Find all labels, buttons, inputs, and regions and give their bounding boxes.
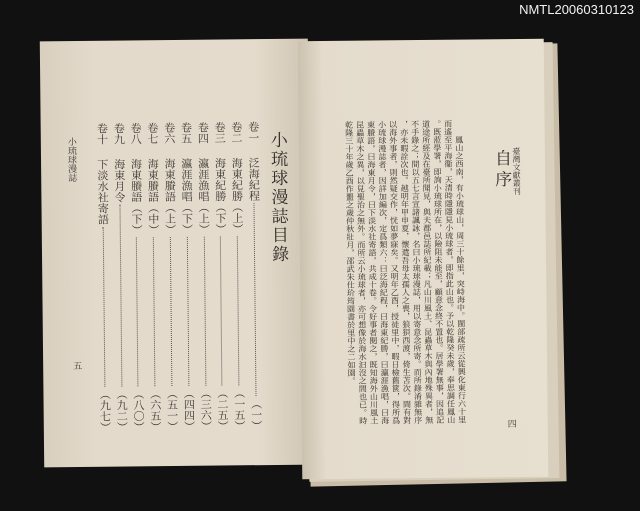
toc-entry: [230, 121, 246, 431]
toc-page-number: （六五）: [148, 388, 163, 433]
preface-text: [345, 120, 467, 461]
page-number-left: 五: [71, 360, 82, 371]
toc-page-number: （四四）: [182, 387, 196, 432]
leader-dots: [103, 227, 106, 387]
toc-entry-title: 海東賸語（中）: [146, 158, 160, 236]
toc-volume: 卷八: [129, 122, 143, 145]
toc-entry: [112, 123, 128, 433]
series-title: 臺灣文獻叢刊: [511, 146, 522, 196]
toc-title: 小琉球漫誌目錄: [266, 130, 289, 265]
toc-volume: 卷九: [112, 122, 126, 145]
toc-entry-title: 海東紀勝（下）: [213, 157, 228, 235]
toc-page-number: （九七）: [98, 388, 112, 433]
leader-dots: [253, 203, 256, 396]
toc-entry: [163, 122, 179, 432]
leader-dots: [136, 237, 139, 386]
toc-entry-title: 海東賸語（下）: [129, 158, 144, 236]
preface-title: 自序: [490, 149, 512, 192]
text-column: 不手錄之；間以五七言宣諸諷詠，名曰小琉球漫誌，用以寄意念所寄。而所錄淆雜無序: [410, 120, 423, 425]
text-column: 而遙至平海衞，天清時隱隱見小琉球者，即指此山也。予以乾隆癸未歲，奉思調任鳳山: [443, 119, 456, 424]
toc-volume: 卷一: [246, 121, 260, 144]
toc-entry-title: 海東紀勝（上）: [230, 157, 244, 235]
toc-volume: 卷二: [229, 121, 244, 144]
toc-entry-title: 瀛涯漁唱（上）: [196, 157, 211, 235]
leader-dots: [237, 236, 240, 385]
leader-dots: [153, 237, 156, 386]
toc-volume: 卷三: [213, 121, 227, 144]
leader-dots: [187, 237, 190, 386]
toc-entry-title: 泛海紀程: [247, 157, 261, 202]
toc-volume: 卷十: [95, 122, 109, 145]
toc-entry-title: 海東賸語（上）: [163, 157, 177, 236]
toc-volume: 卷五: [179, 121, 193, 144]
text-column: 乾隆三十年歲乙酉作噩之歲仲秋壯月，邵武朱仕玠筠園書於里中之二如園。: [344, 120, 357, 385]
toc-entry: [146, 122, 162, 432]
toc-page-number: （三六）: [199, 387, 213, 432]
catalog-id-label: NMTL20060310123: [519, 2, 634, 17]
text-column: 昆蟲草木之異，以見聖治之無外。而所云小琉球者，亦可想像於海水汩沒之間也已。時: [355, 120, 368, 425]
text-column: 。既蒞學署，即詢小琉球所在，以險阻未能至，顧意念終不置也。居學署無事，因追記: [432, 119, 445, 424]
toc-page-number: （一五）: [232, 387, 247, 432]
toc-volume: 卷四: [196, 121, 210, 144]
toc-entry-title: 瀛涯漁唱（下）: [179, 157, 194, 235]
text-column: 以海外事者，則然疑交作，恍如夢寐矣。又明年乙酉，授徒里中，暇日檢舊篋，得所爲: [388, 120, 401, 425]
toc-entry: [196, 122, 212, 432]
leader-dots: [170, 237, 173, 386]
toc-page-number: （五一）: [165, 387, 179, 433]
leader-dots: [203, 237, 206, 386]
running-title: 小琉球漫誌: [65, 137, 77, 183]
toc-page-number: （九二）: [115, 388, 129, 433]
leader-dots: [220, 237, 223, 386]
toc-page-number: （二五）: [215, 387, 230, 432]
right-page: [298, 39, 549, 480]
toc-entry: [95, 123, 111, 433]
toc-entry-title: 海東月令: [112, 158, 127, 203]
toc-entry: [213, 121, 229, 431]
leader-dots: [119, 205, 122, 387]
toc-entry-title: 下淡水社寄語: [95, 158, 110, 225]
toc-page-number: （一）: [249, 398, 263, 432]
toc-entry: [247, 121, 263, 431]
page-number-right: 四: [505, 419, 516, 429]
text-column: 東賸語，曰海東月令，曰下淡水社寄語，共成十卷。令好事者閱之，既知海外山川風土: [366, 120, 379, 425]
toc-entry: [179, 122, 195, 432]
text-column: 小琉球漫誌者，因詳加編次，定爲類六：曰泛海紀程，曰海東紀勝，曰瀛涯漁唱，曰海: [377, 120, 390, 425]
left-page: [40, 39, 312, 468]
text-column: 道途所經及在臺所聞見，與夫郡邑誌所紀載；凡山川風土、昆蟲草木與內地殊異者，無: [421, 119, 434, 424]
text-column: ，亦未暇詮次也。越明年甲申夏，懷遣吾母太孺人之喪，狼狽西渡，倚生苫次。間有對: [399, 120, 412, 425]
text-column: 鳳山之西南，有小琉球山，周三十餘里，突峙海中。閩部疏所云從興化東行六十里: [454, 135, 467, 424]
toc-volume: 卷七: [145, 122, 160, 145]
toc-page-number: （八〇）: [131, 388, 146, 433]
toc-volume: 卷六: [162, 121, 176, 145]
toc-entry: [129, 122, 145, 432]
